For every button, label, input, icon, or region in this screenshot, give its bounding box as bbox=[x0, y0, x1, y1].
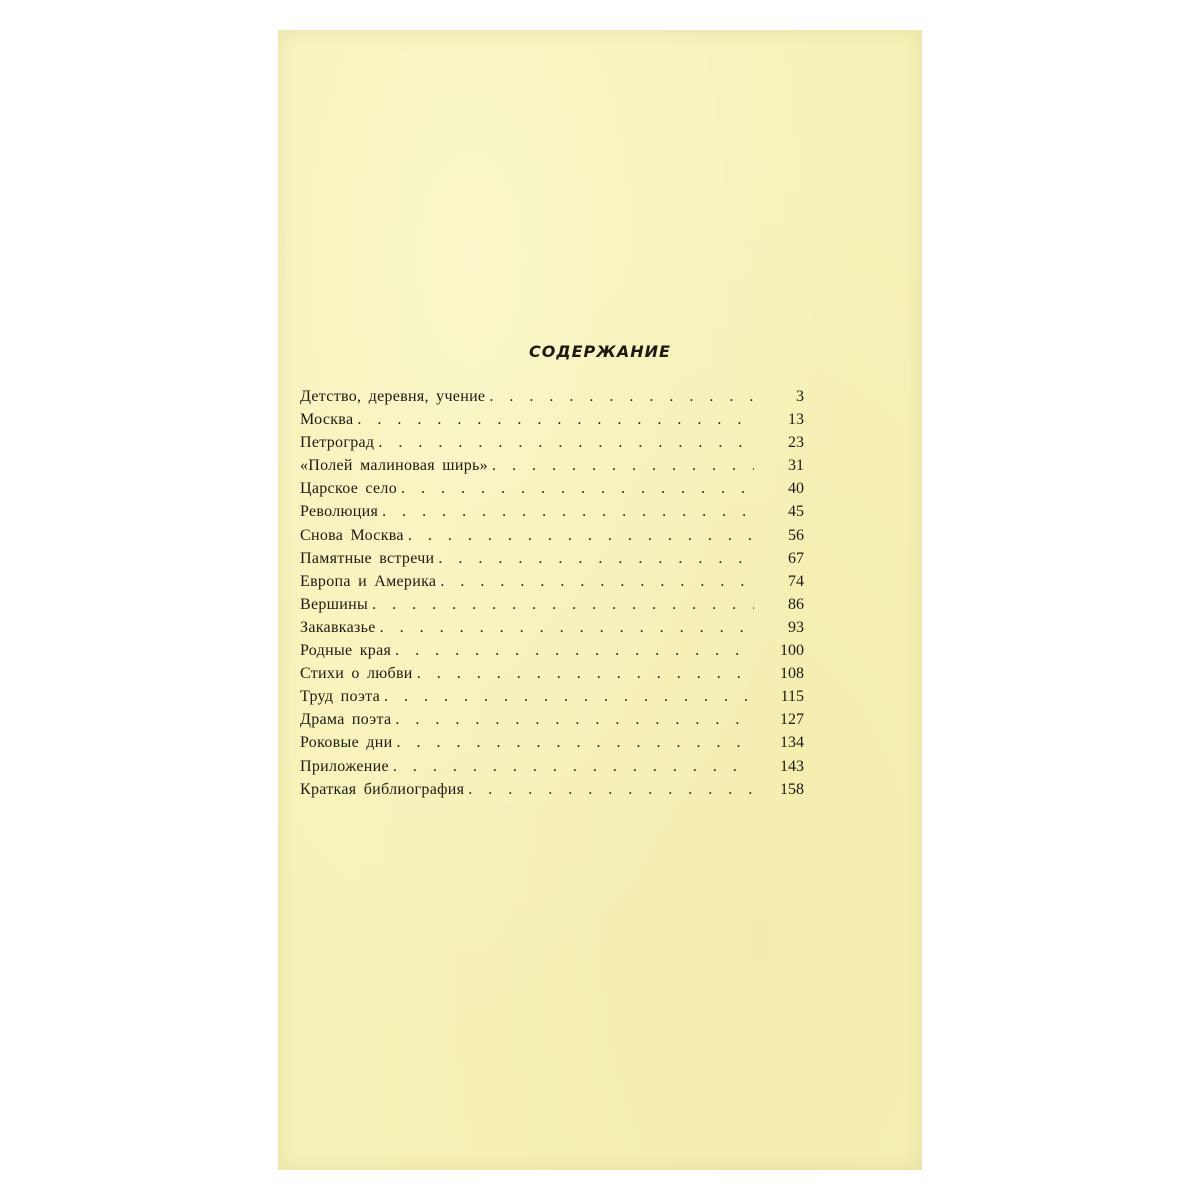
toc-dot-leader bbox=[417, 662, 754, 685]
toc-list bbox=[300, 385, 804, 801]
toc-entry bbox=[300, 639, 804, 662]
toc-dot-leader bbox=[378, 431, 754, 454]
toc-dot-leader bbox=[393, 755, 754, 778]
toc-dot-leader bbox=[408, 524, 754, 547]
toc-entry bbox=[300, 454, 804, 477]
toc-entry-label: Приложение bbox=[300, 757, 389, 775]
toc-entry-label: Вершины bbox=[300, 595, 369, 613]
toc-entry-page-number: 86 bbox=[788, 595, 804, 613]
toc-entry bbox=[300, 500, 804, 523]
toc-dot-leader bbox=[380, 616, 754, 639]
toc-entry-page-number: 40 bbox=[788, 480, 804, 498]
toc-entry-page-number: 67 bbox=[788, 549, 804, 567]
toc-entry-label: Труд поэта bbox=[300, 688, 380, 706]
toc-entry bbox=[300, 385, 804, 408]
toc-entry bbox=[300, 431, 804, 454]
toc-entry-page-number: 134 bbox=[780, 734, 804, 752]
toc-entry bbox=[300, 593, 804, 616]
toc-entry bbox=[300, 616, 804, 639]
toc-entry-label: Закавказье bbox=[300, 618, 376, 636]
toc-entry-page-number: 93 bbox=[788, 618, 804, 636]
toc-entry bbox=[300, 755, 804, 778]
toc-entry bbox=[300, 524, 804, 547]
toc-entry-page-number: 143 bbox=[780, 757, 804, 775]
toc-entry-label: Стихи о любви bbox=[300, 665, 413, 683]
toc-entry-page-number: 127 bbox=[780, 711, 804, 729]
toc-entry-page-number: 56 bbox=[788, 526, 804, 544]
toc-dot-leader bbox=[489, 385, 754, 408]
book-page bbox=[278, 30, 922, 1170]
toc-entry-page-number: 13 bbox=[788, 411, 804, 429]
toc-entry-label: Царское село bbox=[300, 480, 397, 498]
toc-dot-leader bbox=[395, 639, 754, 662]
toc-entry-label: Петроград bbox=[300, 434, 375, 452]
toc-entry bbox=[300, 708, 804, 731]
toc-entry-label: Революция bbox=[300, 503, 379, 521]
toc-entry bbox=[300, 662, 804, 685]
toc-dot-leader bbox=[492, 454, 754, 477]
toc-entry bbox=[300, 685, 804, 708]
toc-dot-leader bbox=[468, 778, 754, 801]
toc-entry-page-number: 100 bbox=[780, 642, 804, 660]
toc-entry-label: Снова Москва bbox=[300, 526, 404, 544]
toc-title: СОДЕРЖАНИЕ bbox=[529, 342, 671, 361]
toc-entry bbox=[300, 408, 804, 431]
toc-entry-label: Драма поэта bbox=[300, 711, 392, 729]
toc-dot-leader bbox=[384, 685, 754, 708]
toc-dot-leader bbox=[440, 570, 754, 593]
toc-entry bbox=[300, 778, 804, 801]
toc-entry-label: «Полей малиновая ширь» bbox=[300, 457, 488, 475]
toc-entry-page-number: 108 bbox=[780, 665, 804, 683]
toc-entry bbox=[300, 570, 804, 593]
toc-entry bbox=[300, 731, 804, 754]
toc-entry-page-number: 3 bbox=[796, 388, 804, 405]
toc-dot-leader bbox=[372, 593, 754, 616]
toc-entry-label: Москва bbox=[300, 411, 354, 429]
toc-entry-label: Краткая библиография bbox=[300, 780, 465, 798]
toc-dot-leader bbox=[395, 708, 754, 731]
toc-entry-page-number: 74 bbox=[788, 572, 804, 590]
toc-entry-label: Детство, деревня, учение bbox=[300, 388, 486, 405]
toc-entry-label: Европа и Америка bbox=[300, 572, 437, 590]
toc-entry-label: Памятные встречи bbox=[300, 549, 435, 567]
toc-entry-page-number: 31 bbox=[788, 457, 804, 475]
toc-entry bbox=[300, 477, 804, 500]
toc-entry-page-number: 115 bbox=[780, 688, 804, 706]
toc-entry-label: Роковые дни bbox=[300, 734, 393, 752]
toc-entry-page-number: 158 bbox=[780, 780, 804, 798]
toc-dot-leader bbox=[401, 477, 754, 500]
toc-dot-leader bbox=[382, 500, 754, 523]
toc-entry-page-number: 45 bbox=[788, 503, 804, 521]
toc-entry-page-number: 23 bbox=[788, 434, 804, 452]
toc-entry bbox=[300, 547, 804, 570]
toc-dot-leader bbox=[396, 731, 754, 754]
toc-dot-leader bbox=[357, 408, 754, 431]
toc-entry-label: Родные края bbox=[300, 642, 392, 660]
toc-dot-leader bbox=[438, 547, 754, 570]
